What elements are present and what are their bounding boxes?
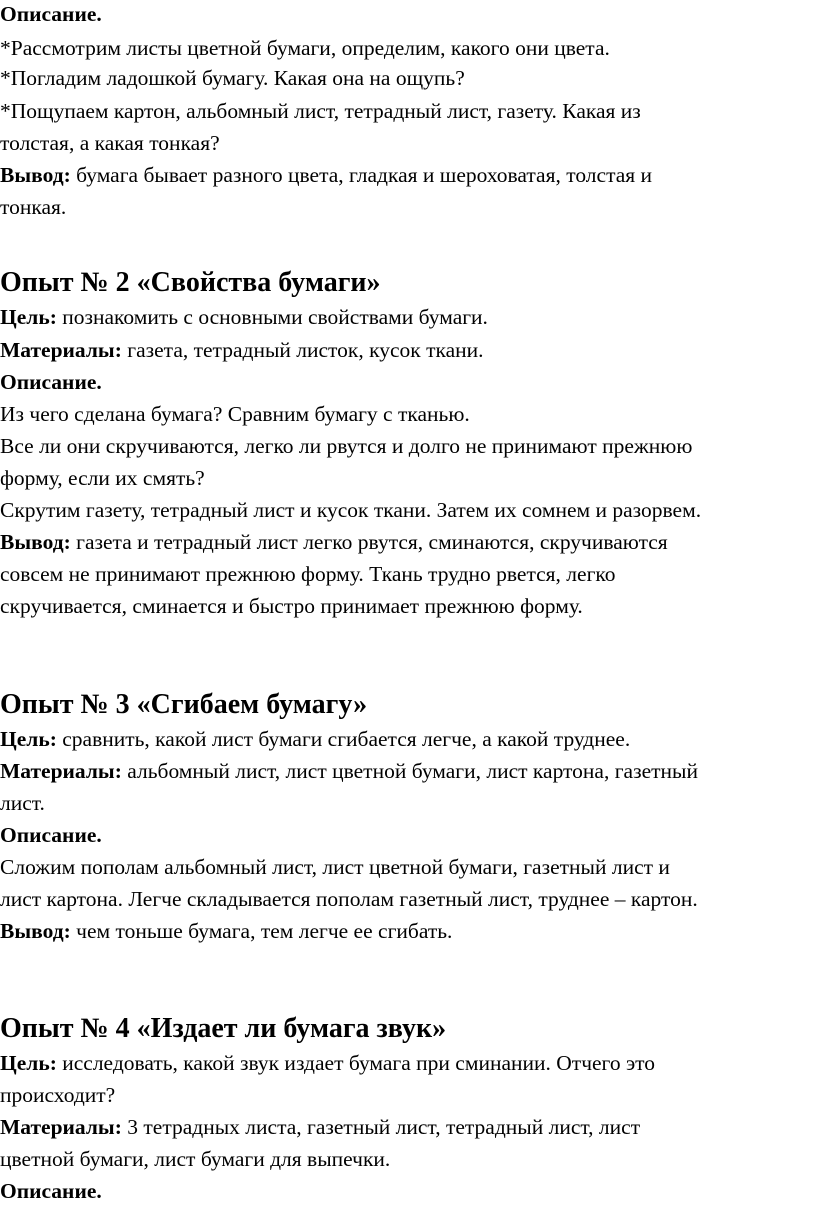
exp2-goal-text: познакомить с основными свойствами бумаги. bbox=[56, 305, 488, 329]
exp3-goal-label: Цель: bbox=[0, 727, 57, 751]
intro-description-label: Описание. bbox=[0, 2, 102, 26]
intro-conclusion-cont: тонкая. bbox=[0, 195, 67, 219]
exp2-materials-label: Материалы: bbox=[0, 338, 122, 362]
exp3-materials-text: альбомный лист, лист цветной бумаги, лист картона, газетный bbox=[121, 759, 698, 783]
exp4-goal-text: исследовать, какой звук издает бумага при сминании. Отчего это bbox=[56, 1051, 656, 1075]
exp2-materials-text: газета, тетрадный листок, кусок ткани. bbox=[121, 338, 484, 362]
exp2-goal-label: Цель: bbox=[0, 305, 57, 329]
exp4-materials-label: Материалы: bbox=[0, 1115, 122, 1139]
exp2-conclusion-line-2: скручивается, сминается и быстро принимает прежнюю форму. bbox=[0, 594, 583, 618]
exp3-title: Опыт № 3 «Сгибаем бумагу» bbox=[0, 689, 368, 720]
intro-conclusion-text: бумага бывает разного цвета, гладкая и шероховатая, толстая и bbox=[70, 163, 653, 187]
exp3-line-1: Сложим пополам альбомный лист, лист цветной бумаги, газетный лист и bbox=[0, 855, 670, 879]
exp2-materials bbox=[0, 336, 484, 364]
exp3-line-2: лист картона. Легче складывается пополам газетный лист, труднее – картон. bbox=[0, 887, 698, 911]
intro-line-2: *Погладим ладошкой бумагу. Какая она на ощупь? bbox=[0, 66, 465, 90]
exp2-conclusion-text: газета и тетрадный лист легко рвутся, сминаются, скручиваются bbox=[70, 530, 668, 554]
exp3-materials bbox=[0, 757, 698, 785]
exp3-description-label: Описание. bbox=[0, 823, 102, 847]
exp4-title: Опыт № 4 «Издает ли бумага звук» bbox=[0, 1013, 447, 1044]
intro-conclusion bbox=[0, 161, 652, 189]
exp3-materials-label: Материалы: bbox=[0, 759, 122, 783]
exp3-goal-text: сравнить, какой лист бумаги сгибается легче, а какой труднее. bbox=[56, 727, 631, 751]
exp2-conclusion-label: Вывод: bbox=[0, 530, 71, 554]
exp3-conclusion-label: Вывод: bbox=[0, 919, 71, 943]
exp3-goal bbox=[0, 725, 630, 753]
exp2-line-1: Из чего сделана бумага? Сравним бумагу с тканью. bbox=[0, 402, 470, 426]
exp2-goal bbox=[0, 303, 488, 331]
exp3-conclusion bbox=[0, 917, 452, 945]
intro-line-4: толстая, а какая тонкая? bbox=[0, 131, 220, 155]
exp2-line-3: форму, если их смять? bbox=[0, 466, 205, 490]
exp4-goal bbox=[0, 1049, 655, 1077]
exp3-materials-cont: лист. bbox=[0, 791, 45, 815]
exp2-line-4: Скрутим газету, тетрадный лист и кусок ткани. Затем их сомнем и разорвем. bbox=[0, 498, 702, 522]
exp3-conclusion-text: чем тоньше бумага, тем легче ее сгибать. bbox=[70, 919, 453, 943]
exp4-description-label: Описание. bbox=[0, 1179, 102, 1203]
intro-line-1: *Рассмотрим листы цветной бумаги, определим, какого они цвета. bbox=[0, 36, 610, 60]
exp4-goal-label: Цель: bbox=[0, 1051, 57, 1075]
exp4-materials-text: 3 тетрадных листа, газетный лист, тетрадный лист, лист bbox=[121, 1115, 641, 1139]
exp2-line-2: Все ли они скручиваются, легко ли рвутся и долго не принимают прежнюю bbox=[0, 434, 693, 458]
exp4-materials bbox=[0, 1113, 640, 1141]
exp4-goal-cont: происходит? bbox=[0, 1083, 116, 1107]
exp2-conclusion-line-1: совсем не принимают прежнюю форму. Ткань трудно рвется, легко bbox=[0, 562, 616, 586]
exp2-conclusion bbox=[0, 528, 668, 556]
intro-line-3: *Пощупаем картон, альбомный лист, тетрадный лист, газету. Какая из bbox=[0, 99, 641, 123]
intro-conclusion-label: Вывод: bbox=[0, 163, 71, 187]
exp2-title: Опыт № 2 «Свойства бумаги» bbox=[0, 267, 381, 298]
exp4-materials-cont: цветной бумаги, лист бумаги для выпечки. bbox=[0, 1147, 391, 1171]
exp2-description-label: Описание. bbox=[0, 370, 102, 394]
